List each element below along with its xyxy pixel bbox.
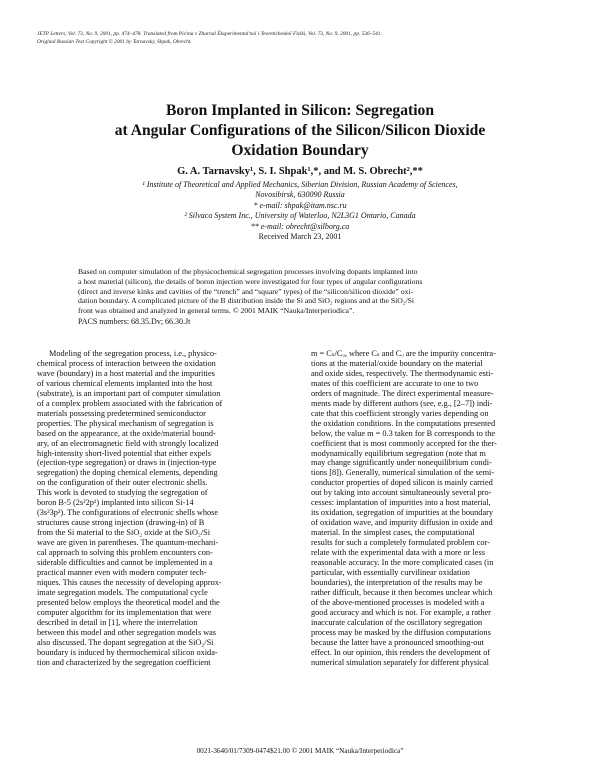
body-line: This work is devoted to studying the segregation of	[37, 488, 208, 498]
body-line: computer algorithm for its implementation that were	[37, 607, 212, 617]
abstract-line: (direct and inverse kinks and cavities of the “trench” and “square” types) of the “silicon/silicon dioxide” oxi-	[78, 286, 414, 296]
body-line: orders of magnitude. The direct experimental measure-	[311, 388, 494, 398]
paper-title	[60, 101, 540, 161]
body-line: wave are given in parentheses. The quantum-mechani-	[37, 538, 219, 548]
body-line: boundaries), the interpretation of the results may be	[311, 577, 483, 587]
body-line: described in detail in [1], where the interrelation	[37, 617, 198, 627]
body-line: also discussed. The dopant segregation at the SiO₂/Si	[37, 637, 214, 647]
body-line: presented below employs the theoretical model and the	[37, 597, 220, 607]
body-line: from the Si material to the SiO₂ oxide at the SiO₂/Si	[37, 528, 211, 538]
body-line: out by taking into account simultaneously several pro-	[311, 488, 492, 498]
body-line: numerical simulation separately for different physical	[311, 657, 489, 667]
body-line: rather difficult, because it then becomes unclear which	[311, 587, 493, 597]
body-line: on the configuration of their outer electronic shells.	[37, 478, 208, 488]
body-line: modynamically equilibrium segregation (note that m	[311, 448, 486, 458]
body-line: tion and characterized by the segregation coefficient	[37, 657, 211, 667]
body-line: of oxidation wave, and impurity diffusion in oxide and	[311, 518, 493, 528]
abstract-line: front was obtained and analyzed in general terms. © 2001 MAIK “Nauka/Interperiodica”.	[78, 306, 355, 316]
body-line: of the above-mentioned processes is modeled with a	[311, 597, 485, 607]
body-line: cate that this coefficient strongly varies depending on	[311, 408, 489, 418]
title-line-3: Oxidation Boundary	[231, 142, 369, 159]
body-line: the oxidation conditions. In the computations presented	[311, 418, 496, 428]
body-line: m = Cₛ/Cₒ, where Cₛ and Cₒ are the impurity concentra-	[311, 349, 496, 358]
body-column-right	[311, 349, 567, 668]
body-line: good accuracy and which is not. For example, a rather	[311, 607, 491, 617]
body-line: high-intensity short-lived potential that either expels	[37, 448, 211, 458]
author-list: G. A. Tarnavsky¹, S. I. Shpak¹,*, and M. S. Obrecht²,**	[177, 166, 423, 177]
body-line: boron B-5 (2s²2p¹) implanted into silicon Si-14	[37, 498, 194, 508]
body-line: boundary is induced by thermochemical silicon oxida-	[37, 647, 218, 657]
body-line: conductor properties of doped silicon is mainly carried	[311, 478, 493, 488]
body-line: based on the appearance, at the oxide/material bound-	[37, 428, 216, 438]
body-column-left	[37, 349, 293, 668]
email-2: ** e-mail: obrecht@silborg.ca	[250, 221, 350, 231]
body-line: material. In the simplest cases, the computational	[311, 528, 475, 538]
body-line: relate with the experimental data with a more or less	[311, 548, 485, 558]
body-line: of various chemical elements implanted into the host	[37, 378, 213, 388]
body-line: segregation) the doping chemical elements, depending	[37, 468, 218, 478]
body-line: below, the value m = 0.3 taken for B corresponds to the	[311, 428, 496, 438]
body-line: Modeling of the segregation process, i.e., physico-	[49, 349, 217, 358]
body-line: of a complex problem associated with the fabrication of	[37, 398, 223, 408]
body-line: ary, of an electromagnetic field with strongly localized	[37, 438, 219, 448]
journal-header	[37, 30, 567, 46]
body-line: wave (boundary) in a host material and the impurities	[37, 368, 215, 378]
body-line: (ejection-type segregation) or draws in (injection-type	[37, 458, 217, 468]
body-line: its oxidation, segregation of impurities at the boundary	[311, 508, 494, 518]
abstract-line: a host material (silicon), the details of boron injection were investigated for four types of angular configurations	[78, 276, 423, 286]
body-line: process may be masked by the diffusion computations	[311, 627, 491, 637]
body-line: properties. The physical mechanism of segregation is	[37, 418, 214, 428]
body-line: because the latter have a pronounced smoothing-out	[311, 637, 484, 647]
body-line: practical manner even with modern computer tech-	[37, 567, 207, 577]
body-line: ments made by different authors (see, e.g., [2–7]) indi-	[311, 398, 493, 408]
body-line: effect. In our opinion, this renders the development of	[311, 647, 491, 657]
body-line: reasonable accuracy. In the more complicated cases (in	[311, 558, 494, 568]
body-line: tions at the material/oxide boundary on the material	[311, 358, 483, 368]
affiliations	[60, 180, 540, 242]
body-line: (3s²3p²). The configurations of electronic shells whose	[37, 508, 219, 518]
affiliation-1-address: Novosibirsk, 630090 Russia	[255, 190, 345, 200]
body-line: niques. This causes the necessity of developing approx-	[37, 577, 222, 587]
affiliation-1: ¹ Institute of Theoretical and Applied Mechanics, Siberian Division, Russian Academy of Sciences,	[142, 180, 458, 189]
body-line: results for such a completely formulated problem cor-	[311, 538, 490, 548]
body-line: between this model and other segregation models was	[37, 627, 217, 637]
body-line: cal approach to solving this problem encounters con-	[37, 548, 213, 558]
abstract-line: dation boundary. A complicated picture of the B distribution inside the Si and SiO₂ regions and at the SiO₂/Si	[78, 296, 415, 306]
received-date: Received March 23, 2001	[258, 232, 342, 242]
body-line: and oxide sides, respectively. The thermodynamic esti-	[311, 368, 494, 378]
header-line-1: JETP Letters, Vol. 73, No. 9, 2001, pp. 474–478. Translated from Pis'ma v Zhurnal Éksperimental'noĭ i Teoreticheskoĭ Fiziki, Vol. 73, No. 9, 2001, pp. 536–541.	[37, 31, 382, 37]
body-line: chemical process of interaction between the oxidation	[37, 358, 216, 368]
abstract-line: Based on computer simulation of the physicochemical segregation processes involving dopants implanted into	[78, 267, 418, 276]
body-line: (substrate), is an important part of computer simulation	[37, 388, 221, 398]
email-1: * e-mail: shpak@itam.nsc.ru	[253, 200, 347, 210]
abstract	[78, 267, 522, 316]
header-line-2: Original Russian Text Copyright © 2001 by Tarnavsky, Shpak, Obrecht.	[37, 39, 192, 45]
body-line: imate segregation models. The computational cycle	[37, 587, 208, 597]
affiliation-2: ² Silvaco System Inc., University of Waterloo, N2L3G1 Ontario, Canada	[184, 211, 416, 221]
body-line: mates of this coefficient are accurate to one to two	[311, 378, 479, 388]
body-line: coefficient that is most commonly accepted for the ther-	[311, 438, 497, 448]
title-line-2: at Angular Configurations of the Silicon/Silicon Dioxide	[114, 122, 486, 139]
body-line: may change significantly under nonequilibrium condi-	[311, 458, 492, 468]
copyright-footer: 0021-3640/01/7309-0474$21.00 © 2001 MAIK “Nauka/Interperiodica”	[196, 747, 404, 755]
body-line: cesses: implantation of impurities into a host material,	[311, 498, 491, 508]
body-line: tions [8]). Generally, numerical simulation of the semi-	[311, 468, 495, 478]
body-line: siderable difficulties and cannot be implemented in a	[37, 558, 213, 568]
pacs-numbers: PACS numbers: 68.35.Dv; 66.30.Jt	[78, 317, 191, 326]
title-line-1: Boron Implanted in Silicon: Segregation	[165, 102, 435, 119]
body-line: structures cause strong injection (drawing-in) of B	[37, 518, 205, 528]
body-line: particular, with essentially curvilinear oxidation	[311, 567, 470, 577]
body-line: materials possessing predetermined semiconductor	[37, 408, 206, 418]
body-line: inaccurate calculation of the oscillatory segregation	[311, 617, 483, 627]
